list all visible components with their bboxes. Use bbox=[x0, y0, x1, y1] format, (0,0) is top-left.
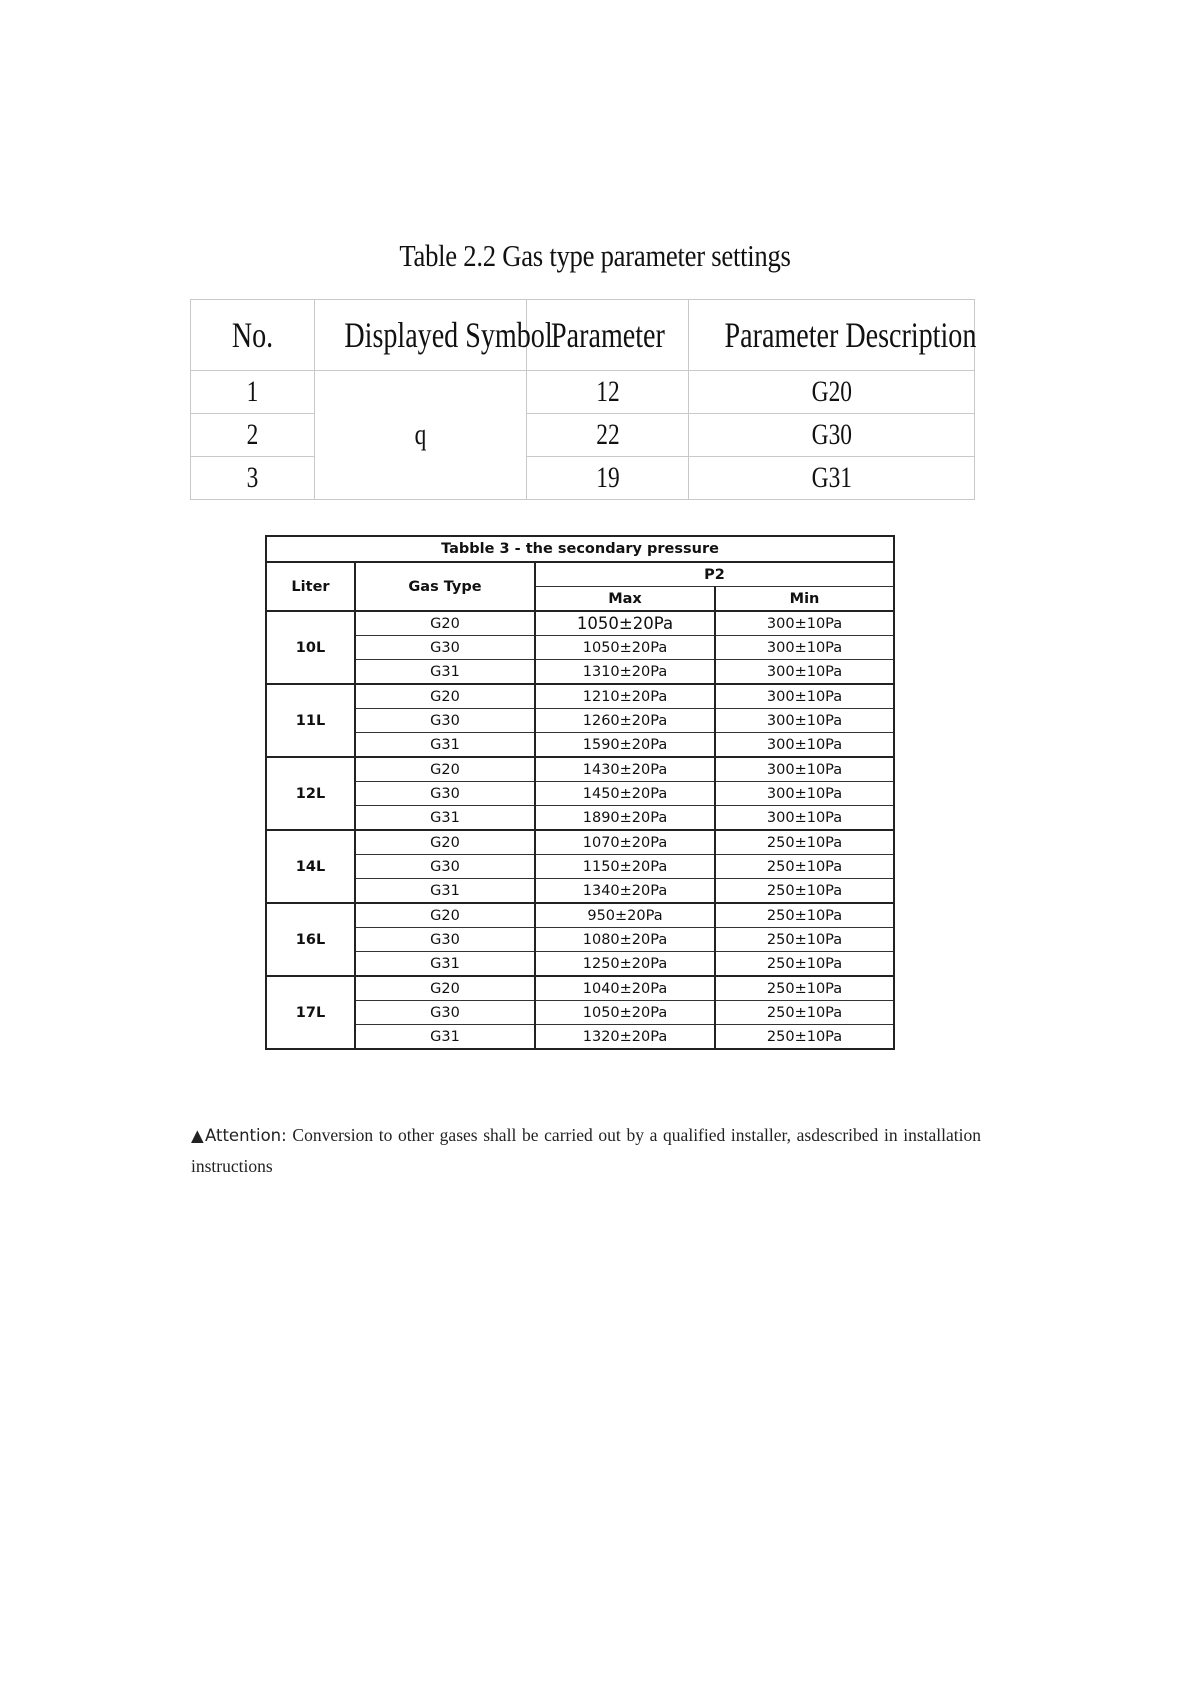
table-row bbox=[266, 903, 894, 928]
cell-gas-type: G31 bbox=[355, 660, 535, 685]
cell-gas-type: G30 bbox=[355, 636, 535, 660]
header-max: Max bbox=[535, 587, 715, 612]
cell-min: 250±10Pa bbox=[715, 830, 894, 855]
table-row bbox=[191, 414, 975, 457]
cell-min: 250±10Pa bbox=[715, 952, 894, 977]
table-row bbox=[266, 782, 894, 806]
cell-min: 250±10Pa bbox=[715, 879, 894, 904]
table-row bbox=[266, 855, 894, 879]
cell-displayed-symbol: q bbox=[315, 371, 527, 500]
cell-parameter: 12 bbox=[527, 371, 689, 414]
table-row bbox=[266, 611, 894, 636]
cell-min: 300±10Pa bbox=[715, 757, 894, 782]
table-3-title: Tabble 3 - the secondary pressure bbox=[266, 536, 894, 562]
cell-no: 2 bbox=[191, 414, 315, 457]
cell-liter: 16L bbox=[266, 903, 355, 976]
cell-gas-type: G31 bbox=[355, 879, 535, 904]
secondary-pressure-section bbox=[265, 535, 893, 1050]
table-row bbox=[266, 879, 894, 904]
cell-description: G31 bbox=[689, 457, 975, 500]
table-row bbox=[266, 1001, 894, 1025]
cell-gas-type: G30 bbox=[355, 928, 535, 952]
table-row bbox=[266, 636, 894, 660]
cell-max: 1080±20Pa bbox=[535, 928, 715, 952]
attention-text: Conversion to other gases shall be carried out by a qualified installer, asdescribed in installation instructions bbox=[191, 1125, 982, 1176]
cell-gas-type: G30 bbox=[355, 855, 535, 879]
header-displayed-symbol: Displayed Symbol bbox=[315, 300, 527, 371]
table-row bbox=[266, 660, 894, 685]
table-row bbox=[266, 830, 894, 855]
cell-min: 300±10Pa bbox=[715, 782, 894, 806]
cell-min: 300±10Pa bbox=[715, 733, 894, 758]
cell-min: 300±10Pa bbox=[715, 636, 894, 660]
header-no: No. bbox=[191, 300, 315, 371]
cell-min: 250±10Pa bbox=[715, 1025, 894, 1050]
cell-min: 300±10Pa bbox=[715, 660, 894, 685]
cell-gas-type: G20 bbox=[355, 684, 535, 709]
cell-gas-type: G31 bbox=[355, 1025, 535, 1050]
cell-gas-type: G31 bbox=[355, 952, 535, 977]
table-row bbox=[266, 684, 894, 709]
table-header-row bbox=[191, 300, 975, 371]
secondary-pressure-table bbox=[265, 535, 895, 1050]
cell-max: 1070±20Pa bbox=[535, 830, 715, 855]
cell-max: 1310±20Pa bbox=[535, 660, 715, 685]
cell-liter: 12L bbox=[266, 757, 355, 830]
cell-gas-type: G20 bbox=[355, 757, 535, 782]
cell-min: 300±10Pa bbox=[715, 684, 894, 709]
cell-max: 950±20Pa bbox=[535, 903, 715, 928]
table-row bbox=[266, 928, 894, 952]
cell-no: 1 bbox=[191, 371, 315, 414]
header-min: Min bbox=[715, 587, 894, 612]
cell-description: G30 bbox=[689, 414, 975, 457]
attention-lead: ▲Attention: bbox=[191, 1126, 287, 1145]
cell-liter: 11L bbox=[266, 684, 355, 757]
cell-parameter: 22 bbox=[527, 414, 689, 457]
header-parameter-description: Parameter Description bbox=[689, 300, 975, 371]
cell-liter: 14L bbox=[266, 830, 355, 903]
cell-min: 250±10Pa bbox=[715, 855, 894, 879]
cell-gas-type: G20 bbox=[355, 611, 535, 636]
cell-min: 250±10Pa bbox=[715, 928, 894, 952]
table-row bbox=[191, 371, 975, 414]
cell-max: 1430±20Pa bbox=[535, 757, 715, 782]
cell-gas-type: G31 bbox=[355, 733, 535, 758]
cell-max: 1890±20Pa bbox=[535, 806, 715, 831]
cell-min: 250±10Pa bbox=[715, 1001, 894, 1025]
gas-type-parameter-table bbox=[190, 299, 975, 500]
cell-gas-type: G31 bbox=[355, 806, 535, 831]
table-2-2-title: Table 2.2 Gas type parameter settings bbox=[399, 238, 791, 273]
table-row bbox=[266, 806, 894, 831]
cell-liter: 10L bbox=[266, 611, 355, 684]
cell-no: 3 bbox=[191, 457, 315, 500]
cell-gas-type: G20 bbox=[355, 903, 535, 928]
cell-min: 300±10Pa bbox=[715, 806, 894, 831]
cell-max: 1320±20Pa bbox=[535, 1025, 715, 1050]
secondary-pressure-body bbox=[266, 611, 894, 1049]
table-row bbox=[266, 952, 894, 977]
table-row bbox=[266, 709, 894, 733]
cell-max: 1040±20Pa bbox=[535, 976, 715, 1001]
cell-gas-type: G20 bbox=[355, 830, 535, 855]
cell-max: 1450±20Pa bbox=[535, 782, 715, 806]
table-row bbox=[266, 1025, 894, 1050]
table-row bbox=[266, 976, 894, 1001]
cell-max: 1260±20Pa bbox=[535, 709, 715, 733]
header-p2: P2 bbox=[535, 562, 894, 587]
cell-max: 1150±20Pa bbox=[535, 855, 715, 879]
cell-parameter: 19 bbox=[527, 457, 689, 500]
cell-min: 250±10Pa bbox=[715, 903, 894, 928]
cell-gas-type: G20 bbox=[355, 976, 535, 1001]
cell-max: 1050±20Pa bbox=[535, 611, 715, 636]
cell-gas-type: G30 bbox=[355, 1001, 535, 1025]
cell-gas-type: G30 bbox=[355, 709, 535, 733]
cell-max: 1250±20Pa bbox=[535, 952, 715, 977]
cell-max: 1340±20Pa bbox=[535, 879, 715, 904]
table-row bbox=[266, 757, 894, 782]
cell-min: 250±10Pa bbox=[715, 976, 894, 1001]
table-row bbox=[266, 733, 894, 758]
cell-liter: 17L bbox=[266, 976, 355, 1049]
header-parameter: Parameter bbox=[527, 300, 689, 371]
cell-max: 1210±20Pa bbox=[535, 684, 715, 709]
cell-min: 300±10Pa bbox=[715, 709, 894, 733]
attention-note bbox=[191, 1120, 981, 1181]
cell-min: 300±10Pa bbox=[715, 611, 894, 636]
cell-description: G20 bbox=[689, 371, 975, 414]
cell-gas-type: G30 bbox=[355, 782, 535, 806]
cell-max: 1050±20Pa bbox=[535, 1001, 715, 1025]
cell-max: 1590±20Pa bbox=[535, 733, 715, 758]
cell-max: 1050±20Pa bbox=[535, 636, 715, 660]
table-row bbox=[191, 457, 975, 500]
header-gas-type: Gas Type bbox=[355, 562, 535, 611]
header-liter: Liter bbox=[266, 562, 355, 611]
